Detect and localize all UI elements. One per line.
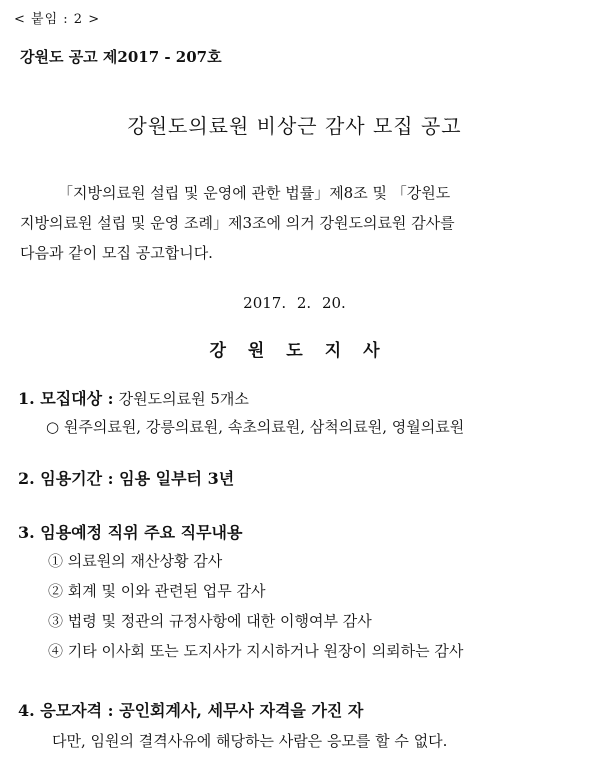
issuer-name: 강원도지사	[209, 341, 402, 361]
section-1-value: 강원도의료원 5개소	[118, 390, 249, 408]
section-3-item: ① 의료원의 재산상황 감사	[48, 552, 223, 570]
section-3	[18, 520, 242, 543]
intro-line: 지방의료원 설립 및 운영 조례」제3조에 의거 강원도의료원 감사를	[20, 214, 455, 232]
attachment-label: < 붙임 : 2 >	[14, 12, 101, 27]
section-3-item: ④ 기타 이사회 또는 도지사가 지시하거나 원장이 의뢰하는 감사	[48, 642, 464, 660]
section-2	[18, 466, 234, 489]
section-1-item: ○ 원주의료원, 강릉의료원, 속초의료원, 삼척의료원, 영월의료원	[46, 418, 465, 436]
notice-date: 2017. 2. 20.	[243, 294, 346, 312]
section-3-heading: 3. 임용예정 직위 주요 직무내용	[18, 523, 243, 542]
intro-paragraph	[20, 178, 580, 208]
section-4-heading: 4. 응모자격 : 공인회계사, 세무사 자격을 가진 자	[18, 701, 364, 720]
notice-number: 강원도 공고 제2017 - 207호	[20, 48, 222, 66]
section-1	[18, 386, 249, 409]
intro-line: 다음과 같이 모집 공고합니다.	[20, 244, 213, 262]
intro-paragraph-cont	[20, 208, 580, 268]
section-1-heading: 1. 모집대상 :	[18, 389, 114, 408]
section-3-item: ② 회계 및 이와 관련된 업무 감사	[48, 582, 266, 600]
section-3-item: ③ 법령 및 정관의 규정사항에 대한 이행여부 감사	[48, 612, 372, 630]
section-4	[18, 698, 363, 721]
intro-line: 「지방의료원 설립 및 운영에 관한 법률」제8조 및 「강원도	[58, 184, 451, 202]
section-4-note: 다만, 임원의 결격사유에 해당하는 사람은 응모를 할 수 없다.	[52, 732, 448, 750]
document-title: 강원도의료원 비상근 감사 모집 공고	[127, 114, 462, 138]
section-2-heading: 2. 임용기간 : 임용 일부터 3년	[18, 469, 235, 488]
